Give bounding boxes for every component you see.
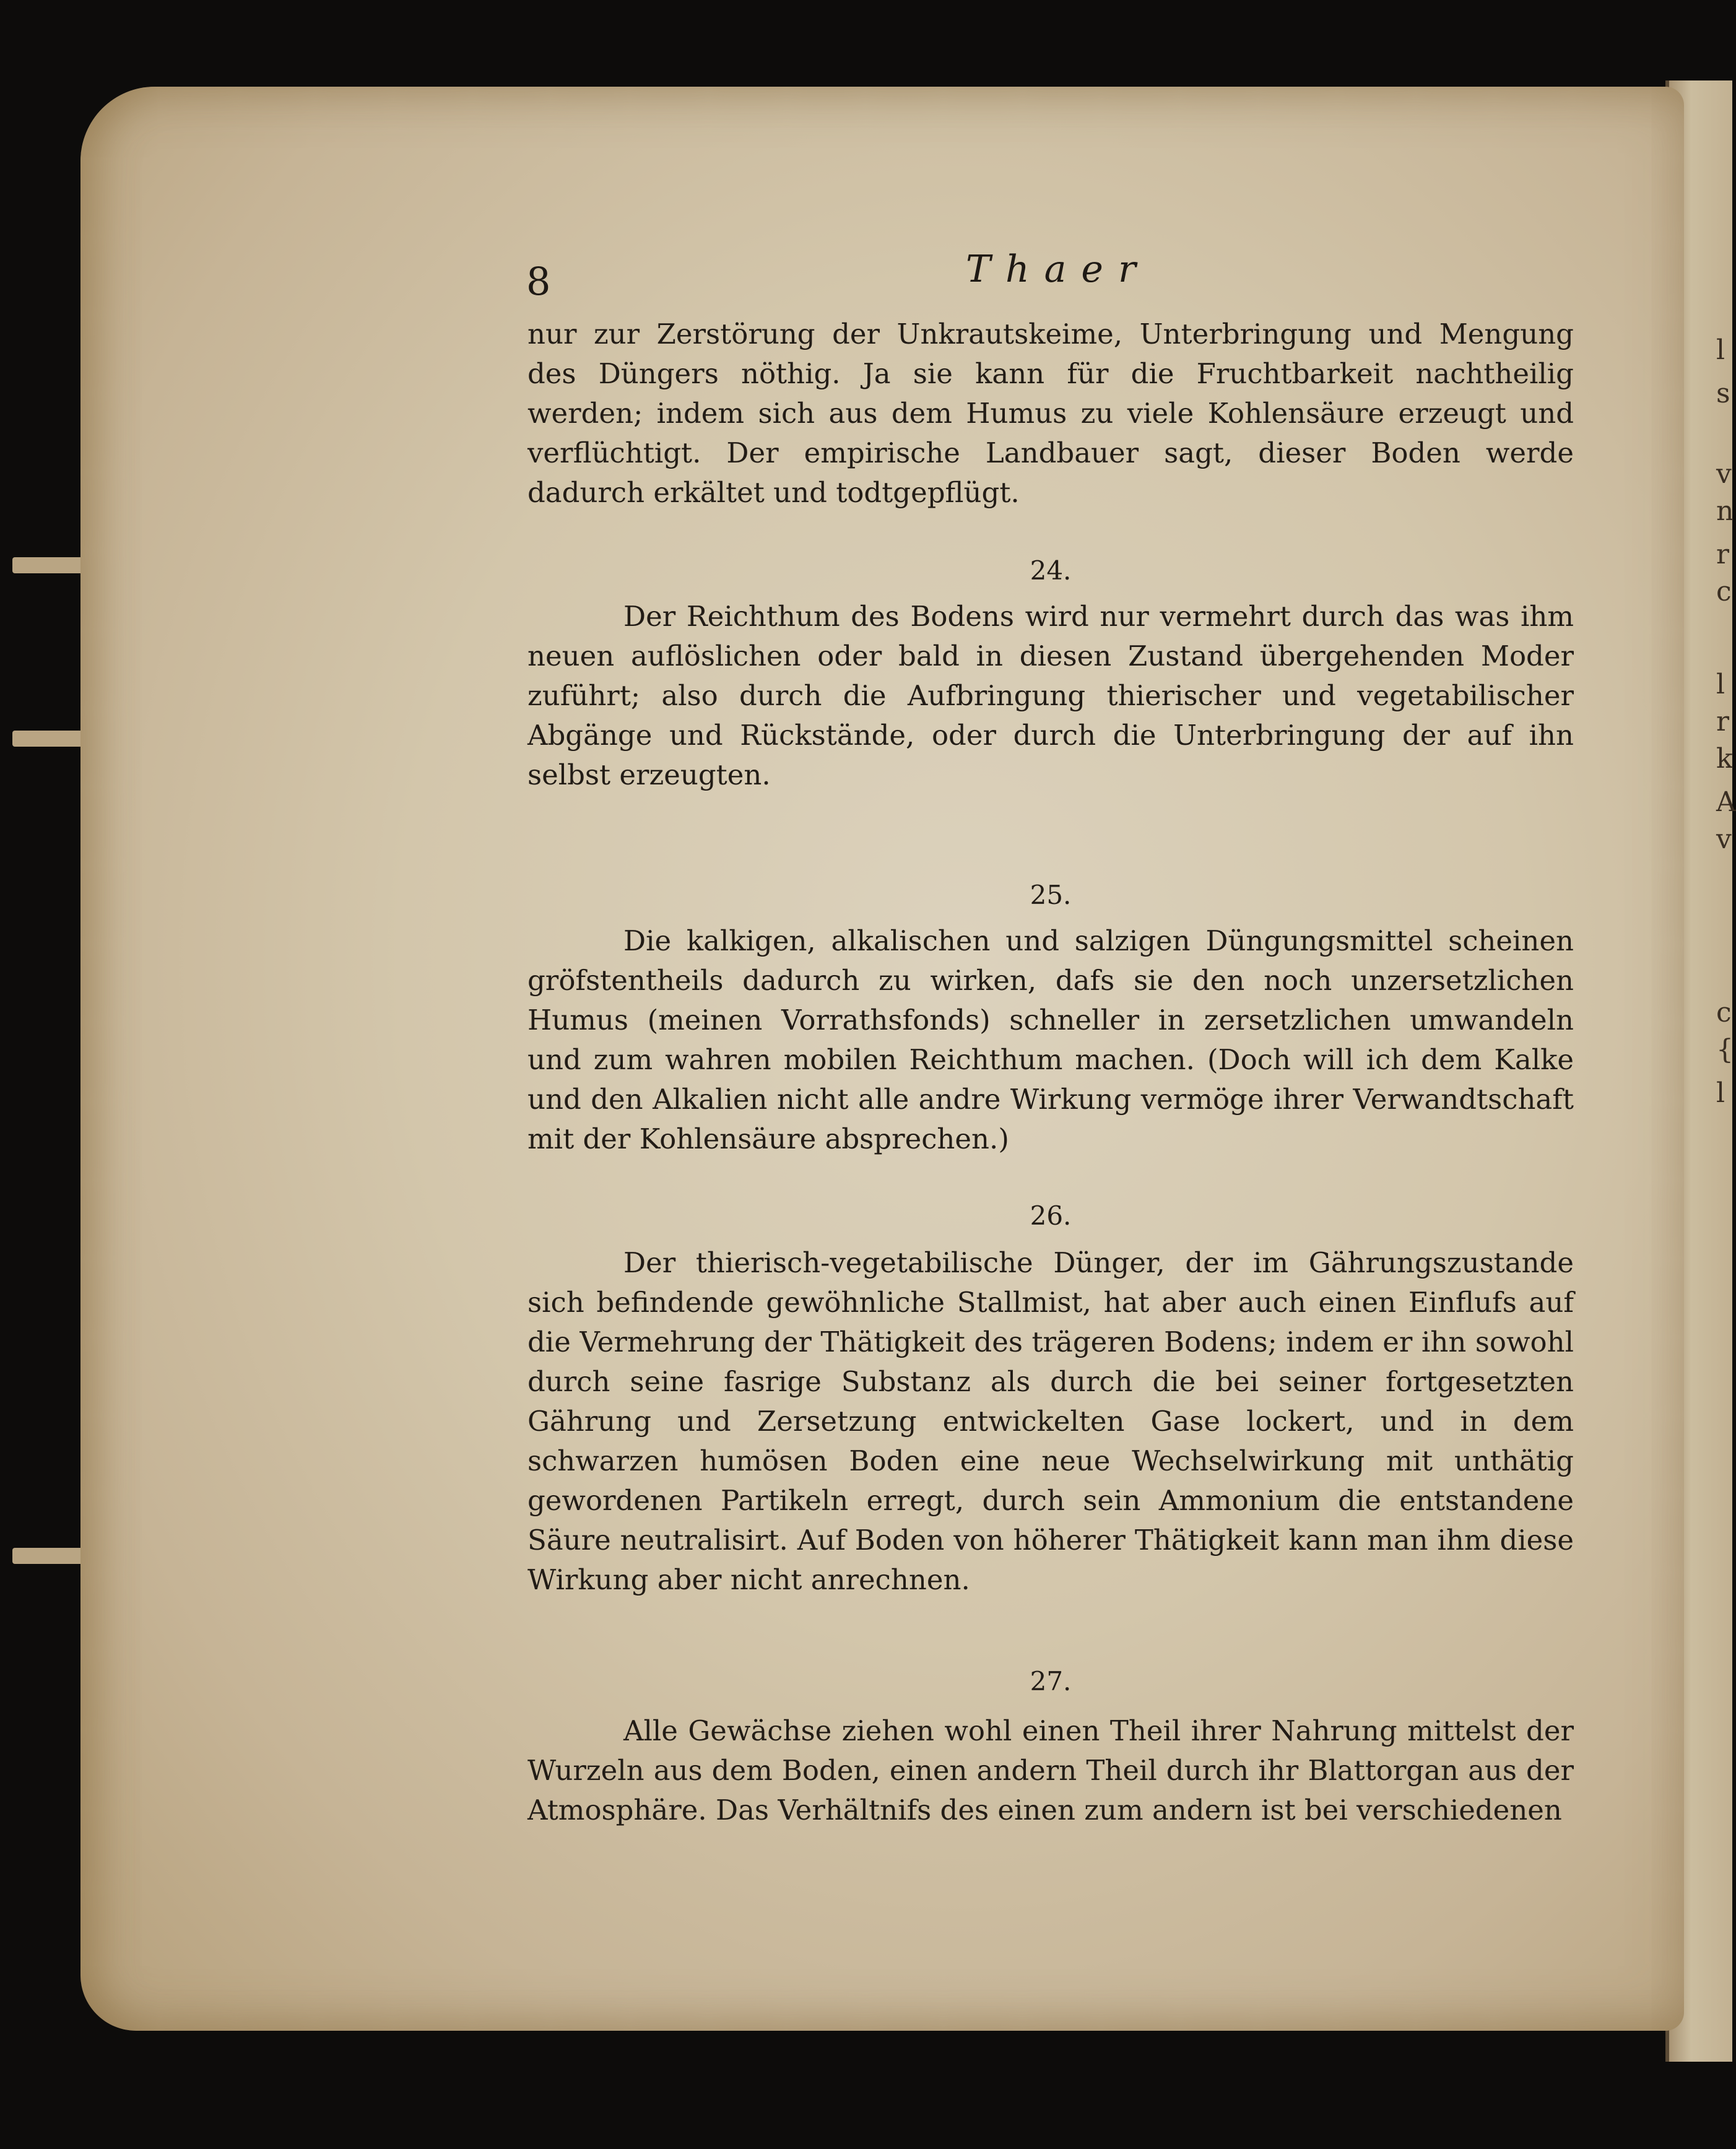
section-number: 27.: [1030, 1666, 1072, 1696]
paragraph: Der thierisch-vegetabilische Dünger, der im Gährungszustande sich befindende gewöhnliche Stallmist, hat aber auch einen Einflufs auf die Vermehrung der Thätigkeit des trägeren Bodens; indem er ihn sowohl durch seine fasrige Substanz als durch die bei seiner fortgesetzten Gährung und Zersetzung entwickelten Gase lockert, und in dem schwarzen humösen Boden eine neue Wechselwirkung mit unthätig gewordenen Partikeln erregt, durch sein Ammonium die entstandene Säure neutralisirt. Auf Boden von höherer Thätigkeit kann man ihm diese Wirkung aber nicht anrechnen.: [527, 1246, 1574, 1596]
paragraph: Alle Gewächse ziehen wohl einen Theil ihrer Nahrung mittelst der Wurzeln aus dem Boden, einen andern Theil durch ihr Blattorgan aus der Atmosphäre. Das Verhältnifs des einen zum andern ist bei verschiedenen: [527, 1714, 1574, 1826]
paragraph: Der Reichthum des Bodens wird nur vermehrt durch das was ihm neuen auflöslichen oder bald in diesen Zustand übergehenden Moder zuführt; also durch die Aufbringung thierischer und vegetabilischer Abgänge und Rückstände, oder durch die Unterbringung der auf ihn selbst erzeugten.: [527, 600, 1574, 791]
edge-letter: l: [1716, 1077, 1725, 1109]
paragraph: Die kalkigen, alkalischen und salzigen Düngungsmittel scheinen gröfstentheils dadurch zu wirken, dafs sie den noch unzersetzlichen Humus (meinen Vorrathsfonds) schneller in zersetzlichen umwandeln und zum wahren mobilen Reichthum machen. (Doch will ich dem Kalke und den Alkalien nicht alle andre Wirkung vermöge ihrer Verwandtschaft mit der Kohlensäure absprechen.): [527, 924, 1574, 1155]
edge-letter: s: [1716, 378, 1730, 409]
running-head: Thaer: [966, 248, 1151, 291]
section-number: 26.: [1030, 1200, 1072, 1231]
section-number: 25.: [1030, 880, 1072, 910]
edge-letter: l: [1716, 669, 1725, 700]
edge-letter: r: [1716, 706, 1730, 737]
edge-letter: {: [1716, 1034, 1734, 1066]
edge-letter: v: [1716, 823, 1732, 855]
edge-letter: A: [1716, 786, 1736, 818]
edge-letter: l: [1716, 334, 1725, 366]
body-text: [527, 315, 1574, 1830]
edge-letter: n: [1716, 495, 1734, 527]
edge-letter: v: [1716, 458, 1732, 490]
paragraph-continued: nur zur Zerstörung der Unkrautskeime, Unterbringung und Mengung des Düngers nöthig. Ja sie kann für die Fruchtbarkeit nachtheilig werden; indem sich aus dem Humus zu viele Kohlensäure erzeugt und verflüchtigt. Der empirische Landbauer sagt, dieser Boden werde dadurch erkältet und todtgepflügt.: [527, 318, 1574, 509]
edge-letter: r: [1716, 539, 1730, 570]
page-header: [0, 248, 1729, 304]
edge-letter: c: [1716, 997, 1732, 1028]
edge-letter: k: [1716, 743, 1733, 775]
section-number: 24.: [1030, 555, 1072, 586]
page-number: 8: [526, 259, 551, 304]
edge-letter: c: [1716, 576, 1732, 607]
